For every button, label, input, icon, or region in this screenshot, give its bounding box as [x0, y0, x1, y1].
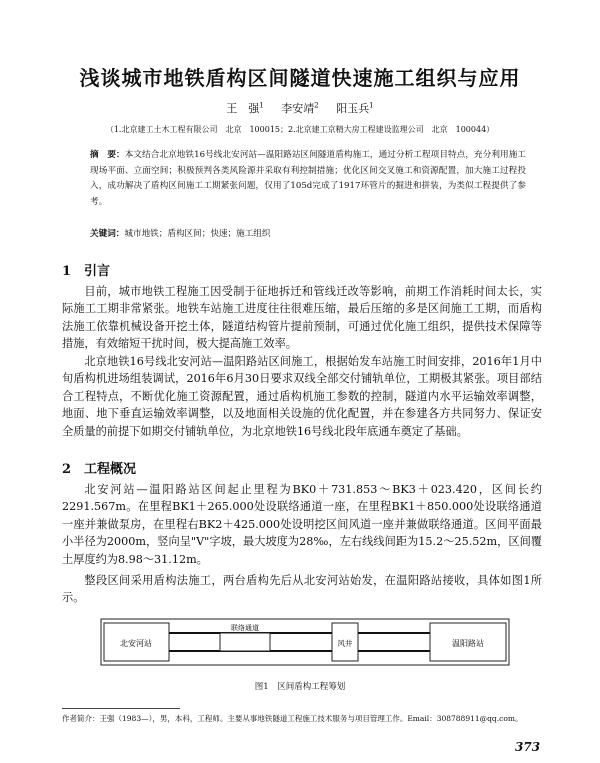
- section-1-title: 引言: [84, 264, 111, 279]
- keywords-text: 城市地铁；盾构区间；快速；施工组织: [124, 229, 271, 239]
- abstract-label: 摘 要：: [90, 150, 125, 160]
- section-1-heading: [62, 260, 110, 279]
- footnote-rule: [62, 708, 180, 709]
- section-2-paragraph-1: 北安河站—温阳路站区间起止里程为BK0＋731.853～BK3＋023.420，区间长约2291.567m。在里程BK1＋265.000处设联络通道一座，在里程BK1＋850.000处设联络通道一座并兼做泵房，在里程右BK2＋425.000处设明挖区间风道一座并兼做联络通道。区间平面最小半径为2000m，竖向呈"V"字坡，最大坡度为28‰，左右线线间距为15.2～25.52m，区间覆土厚度约为8.98～31.12m。: [62, 483, 542, 566]
- section-1-paragraph-2: 北京地铁16号线北安河站—温阳路站区间施工，根据始发车站施工时间安排，2016年1月中旬盾构机进场组装调试，2016年6月30日要求双线全部交付铺轨单位，工期极其紧张。项目部结合工程特点，不断优化施工资源配置，通过盾构机施工参数的控制，隧道内水平运输效率调整，地面、地下垂直运输效率调整，以及地面相关设施的优化配置，并在参建各方共同努力、保证安全质量的前提下如期交付铺轨单位，为北京地铁16号线北段年底通车奠定了基础。: [62, 355, 542, 438]
- section-2-paragraph-2: 整段区间采用盾构法施工，两台盾构先后从北安河站始发，在温阳路站接收，具体如图1所示。: [62, 574, 542, 605]
- author-2: 李安靖$^2$: [281, 101, 319, 115]
- shield-tunnel-diagram: [100, 617, 510, 667]
- station-left-label: 北安河站: [120, 639, 152, 648]
- keywords: [90, 228, 526, 240]
- author-footnote: 作者简介：王强（1983—），男，本科，工程师。主要从事地铁隧道工程施工技术服务与项目管理工作。Email：308788911@qq.com。: [62, 714, 523, 723]
- abstract-text: 本文结合北京地铁16号线北安河站—温阳路站区间隧道盾构施工，通过分析工程项目特点，充分利用施工现场平面、立面空间；积极预判各类风险源并采取有利控制措施；优化区间交叉施工和资源配置，加大施工过程投入，成功解决了盾构区间施工工期紧张问题，仅用了105d完成了1917环管片的掘进和拼装，为类似工程提供了参考。: [90, 150, 526, 207]
- shaft-label: 风井: [337, 639, 353, 648]
- paper-title: 浅谈城市地铁盾构区间隧道快速施工组织与应用: [79, 66, 521, 90]
- author-list: [0, 100, 600, 116]
- section-2-title: 工程概况: [84, 462, 137, 477]
- passage-label: 联络通道: [231, 624, 259, 632]
- keywords-label: 关键词：: [90, 229, 125, 239]
- affiliation: （1.北京建工土木工程有限公司 北京 100015；2.北京建工京精大房工程建设监理公司 北京 100044）: [105, 125, 495, 134]
- station-right-label: 温阳路站: [452, 639, 484, 648]
- section-1-number: 1: [62, 264, 72, 279]
- section-2-heading: [62, 458, 136, 477]
- section-2-number: 2: [62, 462, 72, 477]
- page-number: 373: [515, 740, 541, 754]
- author-3: 阳玉兵$^1$: [336, 101, 374, 115]
- passage-box: [220, 633, 270, 651]
- section-1-paragraph-1: 目前，城市地铁工程施工因受制于征地拆迁和管线迁改等影响，前期工作消耗时间太长，实际施工工期非常紧张。地铁车站施工进度往往很难压缩，最后压缩的多是区间施工工期，而盾构法施工依靠机械设备开挖土体，隧道结构管片提前预制，可通过优化施工组织，提供技术保障等措施，有效缩短干扰时间，极大提高施工效率。: [62, 285, 542, 351]
- figure-caption: 图1 区间盾构工程筹划: [254, 682, 346, 692]
- author-1: 王 强$^1$: [226, 101, 264, 115]
- abstract: [90, 148, 526, 210]
